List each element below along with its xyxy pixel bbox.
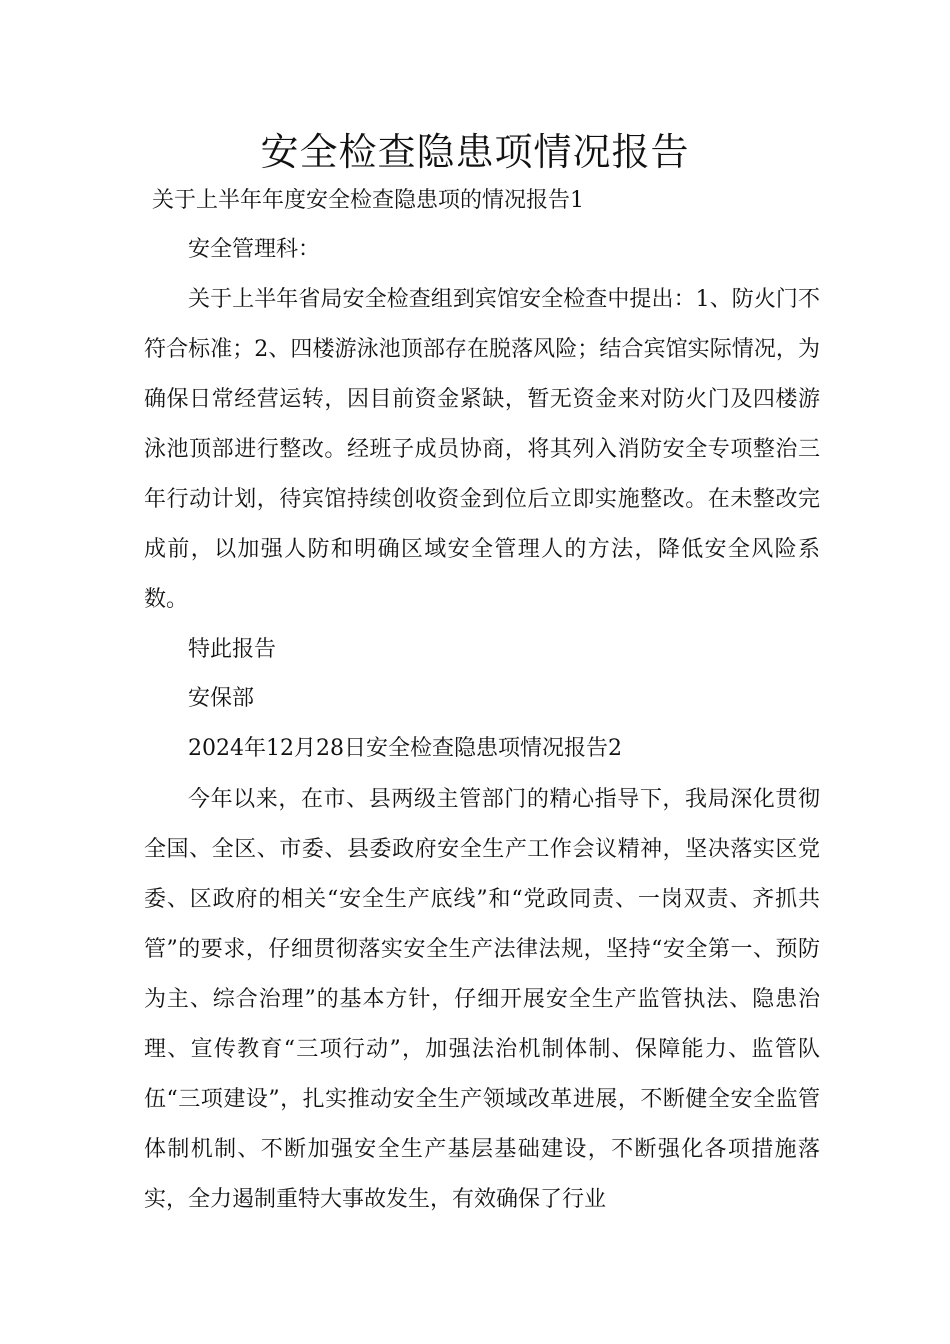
report2-body: 今年以来，在市、县两级主管部门的精心指导下，我局深化贯彻全国、全区、市委、县委政府安全生产工作会议精神，坚决落实区党委、区政府的相关“安全生产底线”和“党政同责、一岗双责、齐抓共管”的要求，仔细贯彻落实安全生产法律法规，坚持“安全第一、预防为主、综合治理”的基本方针，仔细开展安全生产监管执法、隐患治理、宣传教育“三项行动”，加强法治机制体制、保障能力、监管队伍“三项建设”，扎实推动安全生产领域改革进展，不断健全安全监管体制机制、不断加强安全生产基层基础建设，不断强化各项措施落实，全力遏制重特大事故发生，有效确保了行业 [144,787,820,1212]
document-title: 安全检查隐患项情况报告 [260,130,690,174]
report1-signature: 安保部 [188,686,255,711]
report1-closing: 特此报告 [188,637,277,662]
report2-date-heading: 2024年12月28日安全检查隐患项情况报告2 [188,736,622,761]
report1-recipient: 安全管理科： [188,237,321,262]
report1-body: 关于上半年省局安全检查组到宾馆安全检查中提出：1、防火门不符合标准；2、四楼游泳池顶部存在脱落风险；结合宾馆实际情况，为确保日常经营运转，因目前资金紧缺，暂无资金来对防火门及四楼游泳池顶部进行整改。经班子成员协商，将其列入消防安全专项整治三年行动计划，待宾馆持续创收资金到位后立即实施整改。在未整改完成前，以加强人防和明确区域安全管理人的方法，降低安全风险系数。 [144,287,820,612]
report1-heading: 关于上半年年度安全检查隐患项的情况报告1 [152,188,584,213]
